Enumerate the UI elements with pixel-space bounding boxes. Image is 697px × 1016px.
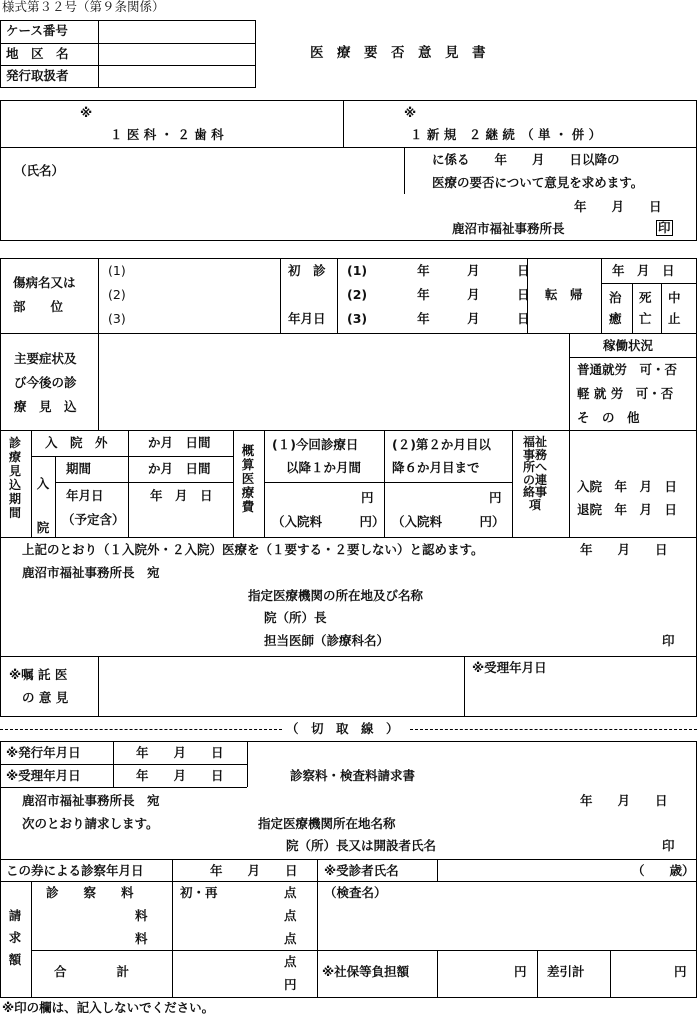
form-number-label: 様式第３２号（第９条関係）	[2, 0, 165, 14]
outcome-label: 転 帰	[545, 287, 583, 302]
issuer-label: 発行取扱者	[6, 68, 69, 83]
claim-head-label: 院（所）長又は開設者氏名	[286, 838, 437, 853]
contact-label: 福祉事務所への連絡事項	[522, 435, 547, 512]
planned-note: （予定含）	[62, 512, 125, 527]
outcome-date[interactable]: 年 月 日	[612, 263, 675, 278]
fee-consultation-label: 診 察 料	[46, 885, 134, 900]
outcome-stop[interactable]: 中止	[668, 290, 681, 326]
symptoms-label: 主要症状及	[14, 351, 77, 366]
seal-mark: 印	[658, 220, 671, 235]
cost-1-yen[interactable]: 円	[361, 490, 374, 505]
opinion-addressee: 鹿沼市福祉事務所長 宛	[22, 565, 160, 580]
period-label: 診療見込期間	[8, 436, 21, 520]
total-yen[interactable]: 円	[284, 977, 297, 992]
symptoms-field[interactable]	[100, 335, 566, 428]
request-line-1: に係る 年 月 日以降の	[432, 152, 620, 167]
received-date-label: ※受理年月日	[472, 660, 547, 675]
disease-label-2: 部 位	[13, 299, 64, 314]
commissioned-label-2: の 意 見	[22, 690, 69, 705]
first-visit-date-3[interactable]: (3) 年 月 日	[347, 311, 530, 326]
claim-addressee: 鹿沼市福祉事務所長 宛	[22, 793, 160, 808]
cost-1-title-2: 以降１か月間	[286, 460, 362, 475]
mark-left: ※	[80, 105, 93, 120]
first-visit-date-2[interactable]: (2) 年 月 日	[347, 287, 530, 302]
document-title: 医 療 要 否 意 見 書	[310, 45, 486, 61]
insurance-burden-yen[interactable]: 円	[514, 964, 527, 979]
symptoms-label-2: び今後の診	[14, 375, 77, 390]
work-light[interactable]: 軽 就 労 可・否	[577, 386, 674, 401]
patient-name-claim-label: ※受診者氏名	[324, 863, 399, 878]
disease-label: 傷病名又は	[13, 275, 76, 290]
inpatient-label: 入院	[36, 476, 50, 535]
outpatient-label: 入 院 外	[45, 435, 108, 450]
first-visit-date-1[interactable]: (1) 年 月 日	[347, 263, 530, 278]
request-director: 鹿沼市福祉事務所長	[452, 221, 565, 236]
outpatient-period[interactable]: か月 日間	[148, 435, 211, 450]
opinion-statement: 上記のとおり（１入院外・２入院）医療を（１要する・２要しない）と認めます。	[22, 542, 484, 557]
first-visit-label: 初 診	[288, 263, 326, 278]
issued-date[interactable]: 年 月 日	[136, 745, 224, 760]
issued-date-label: ※発行年月日	[6, 745, 81, 760]
footnote: ※印の欄は、記入しないでください。	[2, 1000, 215, 1015]
outcome-cured[interactable]: 治癒	[609, 290, 622, 326]
points-2[interactable]: 点	[284, 908, 297, 923]
disease-item-3[interactable]: (3)	[108, 311, 126, 326]
points-1[interactable]: 点	[284, 885, 297, 900]
discharge-date[interactable]: 退院 年 月 日	[577, 502, 678, 517]
request-line-2: 医療の要否について意見を求めます。	[432, 175, 644, 190]
claim-title: 診察料・検査料請求書	[290, 768, 416, 783]
claim-date[interactable]: 年 月 日	[580, 793, 668, 808]
disease-item-2[interactable]: (2)	[108, 287, 126, 302]
commissioned-label: ※嘱 託 医	[9, 667, 68, 682]
head-label: 院（所）長	[264, 610, 327, 625]
ticket-date-label: この券による診察年月日	[6, 863, 144, 878]
cost-2-title-2: 降６か月目まで	[392, 460, 480, 475]
claim-request-text: 次のとおり請求します。	[22, 816, 159, 831]
patient-name-label: （氏名）	[14, 163, 65, 178]
symptoms-label-3: 療 見 込	[14, 399, 77, 414]
opinion-seal: 印	[662, 633, 675, 648]
case-number-field[interactable]	[100, 22, 254, 42]
cost-label: 概算医療費	[241, 443, 255, 514]
cost-1-inpatient-fee[interactable]: （入院料 円）	[272, 514, 385, 529]
outcome-death[interactable]: 死亡	[639, 290, 652, 326]
work-status-title: 稼働状況	[603, 338, 654, 353]
cost-2-title: (２)第２か月目以	[392, 437, 491, 452]
inpatient-duration-label: 期間	[66, 461, 92, 476]
total-points[interactable]: 点	[284, 954, 297, 969]
cost-2-inpatient-fee[interactable]: （入院料 円）	[392, 514, 505, 529]
dept-options[interactable]: １ 医 科 ・ ２ 歯 科	[110, 127, 224, 142]
claim-received-date[interactable]: 年 月 日	[136, 768, 224, 783]
fee-2-label: 料	[135, 908, 148, 923]
opinion-date[interactable]: 年 月 日	[580, 542, 668, 557]
commissioned-opinion-field[interactable]	[100, 658, 462, 715]
patient-name-field[interactable]	[80, 150, 400, 192]
inpatient-period[interactable]: か月 日間	[148, 461, 211, 476]
work-other[interactable]: そ の 他	[577, 410, 640, 425]
points-3[interactable]: 点	[284, 931, 297, 946]
district-field[interactable]	[100, 45, 254, 64]
request-type-options[interactable]: １ 新 規 ２ 継 続 （ 単 ・ 併 ）	[410, 127, 602, 142]
test-name-label: （検査名）	[324, 885, 387, 900]
ticket-date[interactable]: 年 月 日	[210, 863, 298, 878]
cost-2-yen[interactable]: 円	[489, 490, 502, 505]
planned-date[interactable]: 年 月 日	[150, 488, 213, 503]
district-label: 地 区 名	[6, 46, 69, 61]
total-label: 合 計	[54, 964, 130, 979]
claim-received-label: ※受理年月日	[6, 768, 81, 783]
issuer-field[interactable]	[100, 67, 254, 87]
cut-line-label: （ 切 取 線 ）	[286, 721, 399, 736]
balance-yen[interactable]: 円	[674, 964, 687, 979]
visit-type[interactable]: 初・再	[180, 885, 218, 900]
claim-seal: 印	[662, 838, 675, 853]
cost-1-title: (１)今回診療日	[272, 437, 359, 452]
first-visit-sub-label: 年月日	[288, 311, 326, 326]
billing-label: 請求額	[8, 908, 22, 967]
case-number-label: ケース番号	[6, 23, 68, 38]
fee-3-label: 料	[135, 931, 148, 946]
claim-institution-label: 指定医療機関所在地名称	[258, 816, 396, 831]
planned-date-label: 年月日	[66, 488, 104, 503]
doctor-label: 担当医師（診療科名）	[264, 633, 390, 648]
request-date: 年 月 日	[574, 199, 662, 214]
institution-label: 指定医療機関の所在地及び名称	[248, 588, 424, 603]
patient-age[interactable]: （ 歳）	[632, 863, 695, 878]
disease-item-1[interactable]: (1)	[108, 263, 126, 278]
admission-date[interactable]: 入院 年 月 日	[577, 479, 678, 494]
balance-label: 差引計	[547, 964, 585, 979]
mark-right: ※	[404, 105, 417, 120]
insurance-burden-label: ※社保等負担額	[322, 964, 410, 979]
work-normal[interactable]: 普通就労 可・否	[577, 362, 678, 377]
